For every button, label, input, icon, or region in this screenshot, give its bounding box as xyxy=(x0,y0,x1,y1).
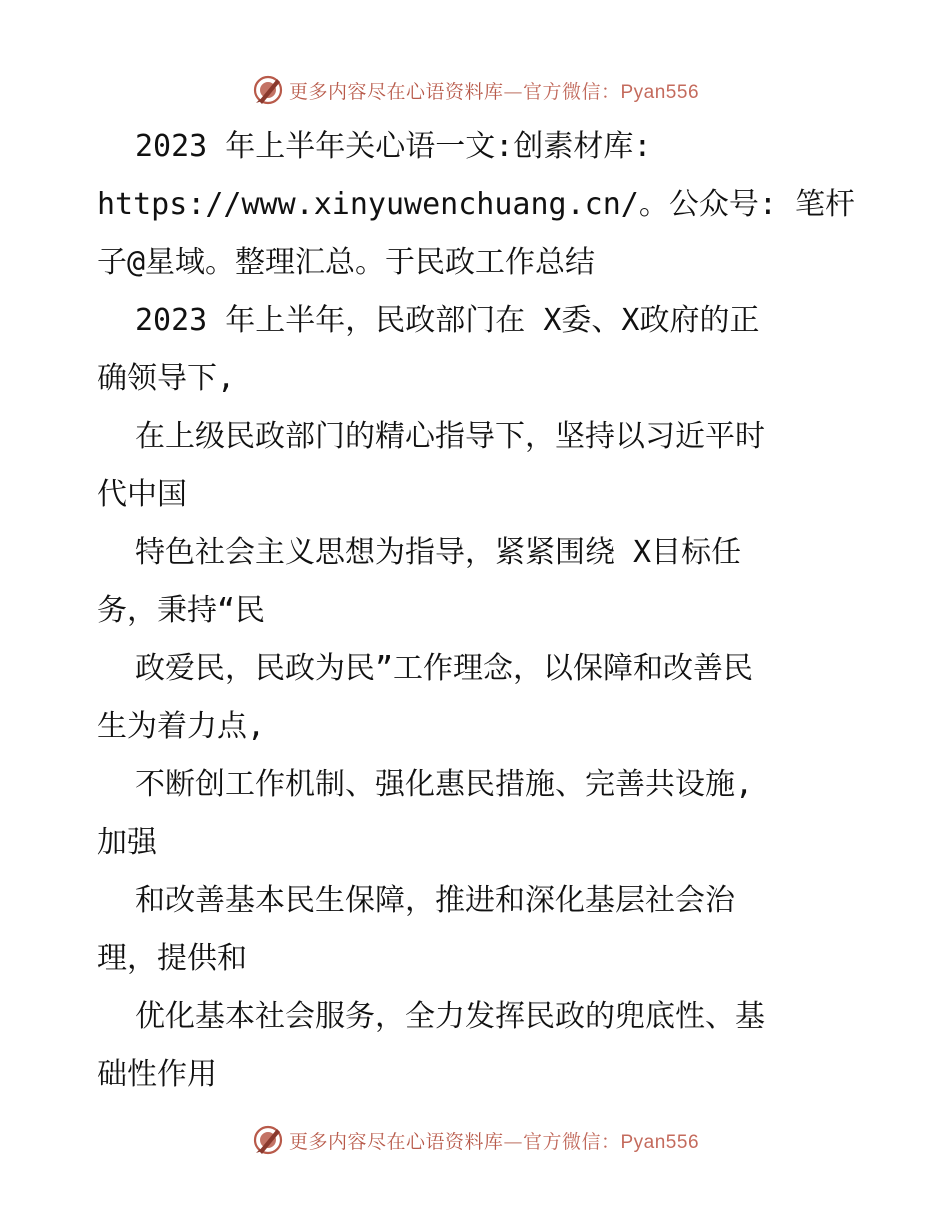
body-text xyxy=(97,118,867,1104)
body-line: 确领导下, xyxy=(97,361,236,396)
footer-banner xyxy=(0,1120,950,1160)
body-line: 理，提供和 xyxy=(97,941,247,976)
body-line: https://www.xinyuwenchuang.cn/。公众号: 笔杆 xyxy=(97,187,855,222)
body-line: 特色社会主义思想为指导，紧紧围绕 X目标任 xyxy=(135,535,742,570)
header-banner xyxy=(0,70,950,110)
footer-banner-separator: — xyxy=(503,1130,523,1153)
body-line: 子@星域。整理汇总。于民政工作总结 xyxy=(97,245,596,280)
body-line: 2023 年上半年关心语一文:创素材库: xyxy=(135,129,652,164)
body-line: 不断创工作机制、强化惠民措施、完善共设施, xyxy=(135,767,754,802)
body-line: 代中国 xyxy=(97,477,187,512)
header-wechat-id: Pyan556 xyxy=(620,81,700,103)
body-line: 在上级民政部门的精心指导下，坚持以习近平时 xyxy=(135,419,765,454)
body-line: 生为着力点, xyxy=(97,709,266,744)
body-line: 础性作用 xyxy=(97,1057,217,1092)
body-line: 加强 xyxy=(97,825,157,860)
body-line: 优化基本社会服务，全力发挥民政的兜底性、基 xyxy=(135,999,765,1034)
body-line: 2023 年上半年，民政部门在 X委、X政府的正 xyxy=(135,303,760,338)
body-line: 和改善基本民生保障，推进和深化基层社会治 xyxy=(135,883,735,918)
footer-wechat-id: Pyan556 xyxy=(620,1131,700,1153)
body-line: 务，秉持“民 xyxy=(97,593,266,628)
header-wechat-label: 官方微信： xyxy=(522,80,621,103)
pen-logo-icon xyxy=(251,73,285,107)
header-banner-text: 更多内容尽在心语资料库 xyxy=(288,80,504,103)
footer-banner-text: 更多内容尽在心语资料库 xyxy=(288,1130,504,1153)
header-banner-separator: — xyxy=(503,80,523,103)
footer-wechat-label: 官方微信： xyxy=(522,1130,621,1153)
body-line: 政爱民，民政为民”工作理念，以保障和改善民 xyxy=(135,651,754,686)
pen-logo-icon xyxy=(251,1123,285,1157)
